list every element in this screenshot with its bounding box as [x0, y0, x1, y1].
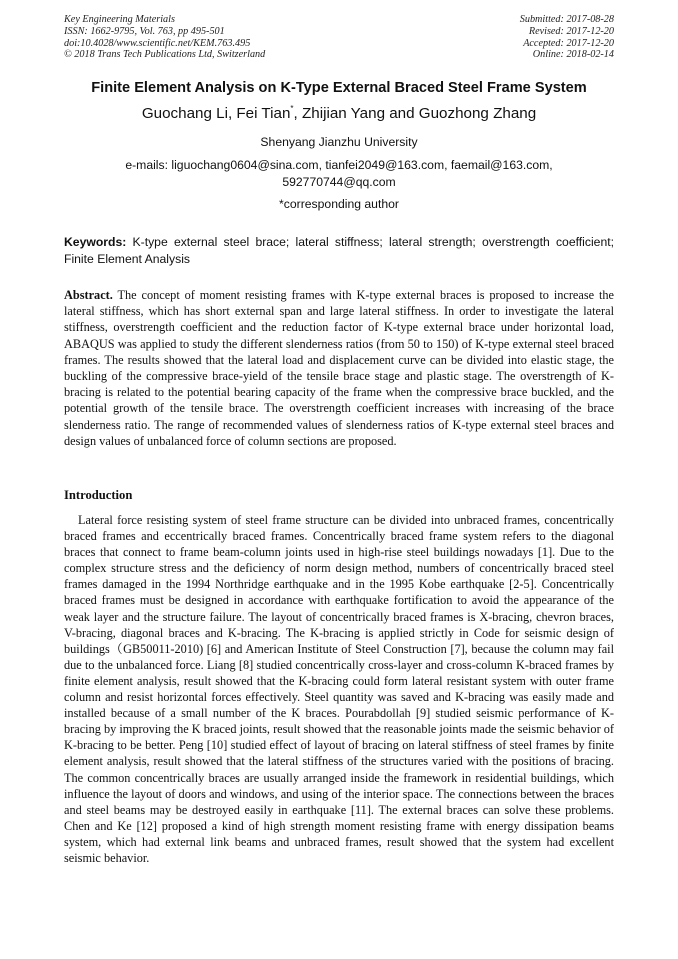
submitted-date: Submitted: 2017-08-28 — [519, 14, 614, 25]
author-list — [40, 105, 638, 122]
keywords-text: K-type external steel brace; lateral stiffness; lateral strength; overstrength coefficient; Finite Element Analysis — [64, 235, 614, 266]
journal-info — [64, 14, 265, 61]
copyright-line: © 2018 Trans Tech Publications Ltd, Switzerland — [64, 49, 266, 61]
revised-date: Revised: 2017-12-20 — [528, 25, 614, 37]
issn-line: ISSN: 1662-9795, Vol. 763, pp 495-501 — [64, 25, 225, 37]
abstract-block — [64, 287, 614, 449]
online-date: Online: 2018-02-14 — [532, 49, 614, 61]
accepted-date: Accepted: 2017-12-20 — [523, 37, 614, 49]
abstract-text: The concept of moment resisting frames with K-type external braces is proposed to increase the lateral stiffness, which has short external span and large lateral stiffness. In order to investigate the lateral stiffness, overstrength coefficient and the reduction factor of K-type external brace under horizontal load, ABAQUS was applied to study the different slenderness ratios (from 50 to 150) of K-type external steel braced frames. The results showed that the lateral load and displacement curve can be divided into elastic stage, the buckling of the compressive brace-yield of the tensile brace stage and plastic stage. The overstrength of K-bracing is related to the potential bearing capacity of the frame when the compressive brace buckled, and the potential growth of the tensile brace. The overstrength coefficient increases with increasing of the brace slenderness ratio. The range of recommended values of slenderness ratios of K-type external steel braces and design values of unbalanced force of column sections are proposed. — [64, 288, 614, 448]
publication-dates — [520, 14, 614, 61]
emails-line-1: e-mails: liguochang0604@sina.com, tianfei2049@163.com, faemail@163.com, — [125, 158, 553, 172]
keywords-label: Keywords: — [64, 235, 127, 249]
authors-part-2: , Zhijian Yang and Guozhong Zhang — [293, 105, 537, 122]
introduction-paragraph: Lateral force resisting system of steel frame structure can be divided into unbraced frames, concentrically braced frames and eccentrically braced frames. Concentrically braced frame system refers to the diagonal braces that connect to frame beam-column joints used in high-rise steel buildings nowadays [1]. Due to the complex structure stress and the deficiency of norm design method, numbers of concentrically braced steel frames damaged in the 1994 Northridge earthquake and in the 1995 Kobe earthquake [2-5]. Concentrically braced frames must be designed in accordance with earthquake fortification to avoid the appearance of the weak layer and the structure failure. The layout of concentrically braced frames is X-bracing, chevron braces, V-bracing, diagonal braces and K-bracing. The K-bracing is applied strictly in Code for seismic design of buildings（GB50011-2010) [6] and American Institute of Steel Construction [7], because the column may fail due to the unbalanced force. Liang [8] studied concentrically cross-layer and cross-column K-braced frames by finite element analysis, result showed that the K-bracing could form lateral resistant system with outer frame column and resist horizontal forces effectively. Steel quantity was saved and K-bracing was easily made and installed because of a small number of the K braces. Pourabdollah [9] studied seismic performance of K-bracing by improving the K braced joints, result showed that the reasonable joints made the seismic behavior of K-bracing to be better. Peng [10] studied effect of layout of bracing on lateral stiffness of steel frames by finite element analysis, result showed that the lateral stiffness of the structures varied with the positions of bracing. The common concentrically braces are usually arranged inside the framework in residential buildings, which influence the layout of doors and windows, and using of the interior space. The connections between the braces and steel beams may be destroyed easily in earthquake [11]. The external braces can solve these problems. Chen and Ke [12] proposed a kind of high strength moment resisting frame with energy dissipation beams system, which had external link beams and unbraced frames, result showed that the system had excellent seismic behavior. — [64, 513, 614, 865]
doi-line: doi:10.4028/www.scientific.net/KEM.763.495 — [64, 37, 251, 49]
emails-line-2: 592770744@qq.com — [282, 175, 396, 189]
corresponding-mark: * — [290, 104, 294, 113]
corresponding-author-note: *corresponding author — [279, 197, 399, 211]
keywords-block — [64, 234, 614, 268]
affiliation: Shenyang Jianzhu University — [260, 135, 418, 149]
journal-name: Key Engineering Materials — [64, 14, 175, 25]
introduction-heading: Introduction — [64, 488, 133, 502]
paper-title: Finite Element Analysis on K-Type External Braced Steel Frame System — [91, 80, 587, 96]
abstract-label: Abstract. — [64, 288, 113, 302]
authors-part-1: Guochang Li, Fei Tian — [141, 105, 291, 122]
